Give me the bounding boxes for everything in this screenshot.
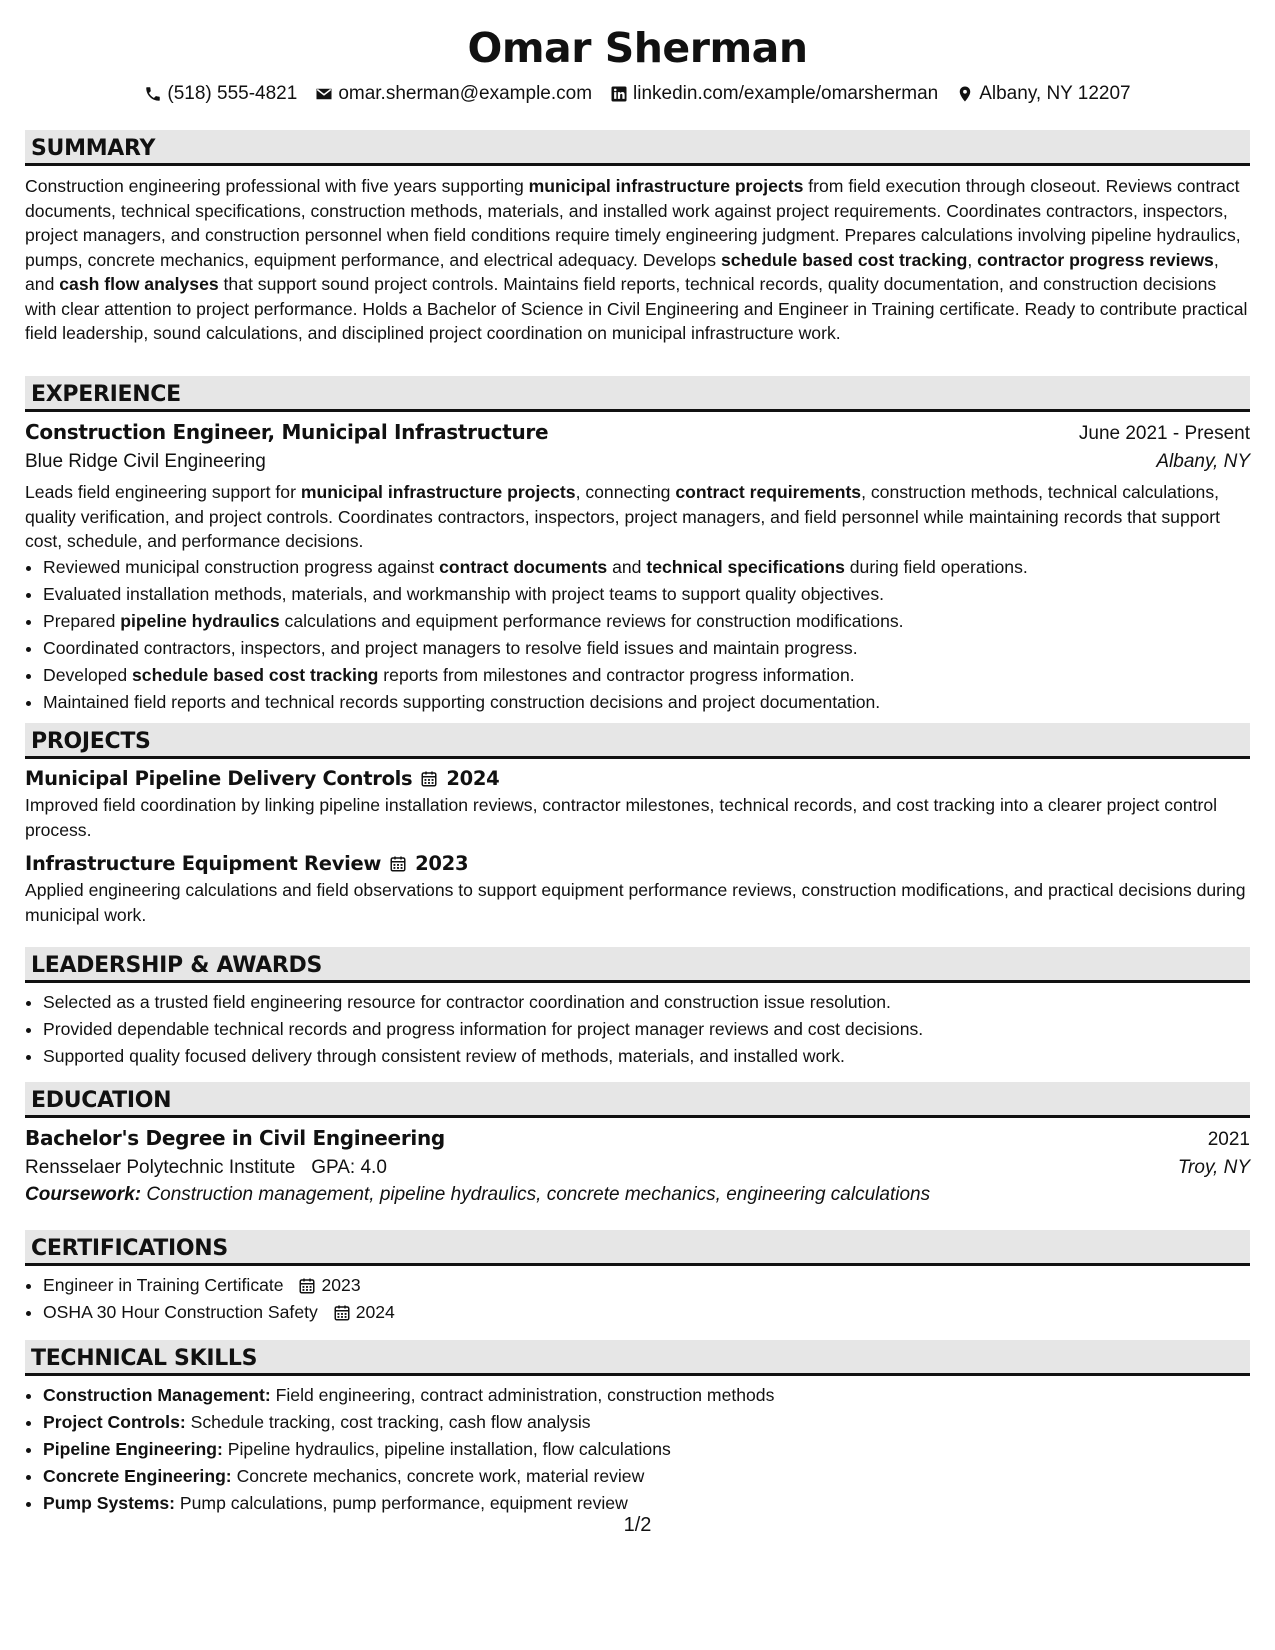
contact-info (0, 82, 1275, 106)
candidate-name: Omar Sherman (467, 24, 808, 72)
email-text[interactable]: omar.sherman@example.com (338, 83, 593, 104)
project-item (25, 852, 1250, 927)
section-title-certifications: CERTIFICATIONS (25, 1230, 1250, 1266)
contact-linkedin[interactable] (610, 82, 938, 106)
education-section (25, 1082, 1250, 1206)
job-dates: June 2021 - Present (1078, 423, 1250, 444)
project-title: Infrastructure Equipment Review (25, 852, 382, 875)
skill-value: Pump calculations, pump performance, equipment review (179, 1493, 628, 1513)
contact-email[interactable] (315, 82, 592, 106)
email-icon (315, 85, 333, 103)
section-title-experience: EXPERIENCE (25, 376, 1250, 412)
section-title-leadership: LEADERSHIP & AWARDS (25, 947, 1250, 983)
company-name: Blue Ridge Civil Engineering (25, 451, 266, 472)
skill-label: Pipeline Engineering: (43, 1439, 223, 1459)
education-year: 2021 (1207, 1129, 1250, 1150)
project-description: Improved field coordination by linking pipeline installation reviews, contractor milestones, technical records, and cost tracking into a clearer project control process. (25, 795, 1218, 840)
section-title-summary: SUMMARY (25, 130, 1250, 166)
resume-header (0, 0, 1275, 106)
coursework-text: Construction management, pipeline hydraulics, concrete mechanics, engineering calculations (146, 1184, 931, 1205)
list-item (43, 1272, 1250, 1299)
location-icon (956, 85, 974, 103)
skill-label: Construction Management: (43, 1385, 271, 1405)
phone-icon (144, 85, 162, 103)
location-text: Albany, NY 12207 (979, 83, 1131, 104)
job-title: Construction Engineer, Municipal Infrastructure (25, 420, 549, 444)
list-item (43, 1299, 1250, 1326)
list-item (43, 1382, 1250, 1409)
list-item: • Reviewed municipal construction progress against contract documents and technical specifications during field operations. (43, 554, 1250, 581)
degree: Bachelor's Degree in Civil Engineering (25, 1126, 445, 1150)
list-item: • Supported quality focused delivery through consistent review of methods, materials, and installed work. (43, 1043, 1250, 1070)
certifications-list (25, 1272, 1250, 1326)
school-location: Troy, NY (1177, 1157, 1250, 1178)
linkedin-icon (610, 85, 628, 103)
skills-section (25, 1340, 1250, 1517)
school-name: Rensselaer Polytechnic Institute (25, 1157, 296, 1178)
certifications-section (25, 1230, 1250, 1326)
coursework (25, 1184, 1250, 1206)
list-item: • Prepared pipeline hydraulics calculations and equipment performance reviews for construction modifications. (43, 608, 1250, 635)
summary-section (25, 130, 1250, 346)
gpa: GPA: 4.0 (311, 1157, 387, 1178)
calendar-icon (389, 855, 407, 873)
skill-label: Project Controls: (43, 1412, 186, 1432)
summary-text: Construction engineering professional with five years supporting municipal infrastructure projects from field execution through closeout. Reviews contract documents, technical specifications, construction methods, materials, and installed work against project requirements. Coordinates contractors, inspectors, project managers, and construction personnel when field conditions require timely engineering judgment. Prepares calculations involving pipeline hydraulics, pumps, concrete mechanics, equipment performance, and electrical adequacy. Develops schedule based cost tracking, contractor progress reviews, and cash flow analyses that support sound project controls. Maintains field reports, technical records, quality documentation, and construction decisions with clear attention to project performance. Holds a Bachelor of Science in Civil Engineering and Engineer in Training certificate. Ready to contribute practical field leadership, sound calculations, and disciplined project coordination on municipal infrastructure work. (25, 176, 1248, 343)
certification-year: 2024 (355, 1302, 395, 1322)
list-item: • Selected as a trusted field engineering resource for contractor coordination and construction issue resolution. (43, 989, 1250, 1016)
contact-location (956, 82, 1130, 106)
project-year: 2024 (446, 767, 500, 790)
contact-phone (144, 82, 297, 106)
list-item: • Developed schedule based cost tracking reports from milestones and contractor progress information. (43, 662, 1250, 689)
leadership-list (25, 989, 1250, 1070)
calendar-icon (298, 1277, 316, 1295)
list-item: • Evaluated installation methods, materials, and workmanship with project teams to support quality objectives. (43, 581, 1250, 608)
coursework-label: Coursework: (25, 1184, 142, 1205)
list-item (43, 1436, 1250, 1463)
section-title-skills: TECHNICAL SKILLS (25, 1340, 1250, 1376)
certification-name: • Engineer in Training Certificate (43, 1275, 284, 1295)
job-header (25, 420, 1250, 445)
project-title: Municipal Pipeline Delivery Controls (25, 767, 413, 790)
skills-list (25, 1382, 1250, 1517)
job-bullets (25, 554, 1250, 716)
phone-text: (518) 555-4821 (167, 83, 298, 104)
skill-value: Pipeline hydraulics, pipeline installation, flow calculations (227, 1439, 671, 1459)
job-description: Leads field engineering support for municipal infrastructure projects, connecting contract requirements, construction methods, technical calculations, quality verification, and project controls. Coordinates contractors, inspectors, project managers, and field personnel while maintaining records that support cost, schedule, and performance decisions. (25, 482, 1221, 551)
section-title-projects: PROJECTS (25, 723, 1250, 759)
experience-section (25, 376, 1250, 716)
list-item: • Coordinated contractors, inspectors, and project managers to resolve field issues and maintain progress. (43, 635, 1250, 662)
list-item (43, 1463, 1250, 1490)
certification-year: 2023 (321, 1275, 361, 1295)
education-header (25, 1126, 1250, 1151)
calendar-icon (333, 1304, 351, 1322)
certification-name: • OSHA 30 Hour Construction Safety (43, 1302, 318, 1322)
project-description: Applied engineering calculations and field observations to support equipment performance reviews, construction modifications, and practical decisions during municipal work. (25, 880, 1246, 925)
job-subheader (25, 451, 1250, 473)
project-item (25, 767, 1250, 842)
education-subheader (25, 1157, 1250, 1179)
skill-value: Field engineering, contract administration, construction methods (275, 1385, 775, 1405)
linkedin-text[interactable]: linkedin.com/example/omarsherman (633, 83, 939, 104)
skill-value: Schedule tracking, cost tracking, cash flow analysis (190, 1412, 591, 1432)
page-number: 1/2 (623, 1514, 652, 1536)
skill-label: Concrete Engineering: (43, 1466, 232, 1486)
list-item (43, 1409, 1250, 1436)
projects-section (25, 723, 1250, 927)
calendar-icon (420, 770, 438, 788)
leadership-section (25, 947, 1250, 1070)
list-item: • Maintained field reports and technical records supporting construction decisions and project documentation. (43, 689, 1250, 716)
job-location: Albany, NY (1156, 451, 1250, 472)
list-item: • Provided dependable technical records and progress information for project manager reviews and cost decisions. (43, 1016, 1250, 1043)
skill-value: Concrete mechanics, concrete work, material review (236, 1466, 645, 1486)
skill-label: Pump Systems: (43, 1493, 175, 1513)
list-item (43, 1490, 1250, 1517)
section-title-education: EDUCATION (25, 1082, 1250, 1118)
project-year: 2023 (415, 852, 469, 875)
